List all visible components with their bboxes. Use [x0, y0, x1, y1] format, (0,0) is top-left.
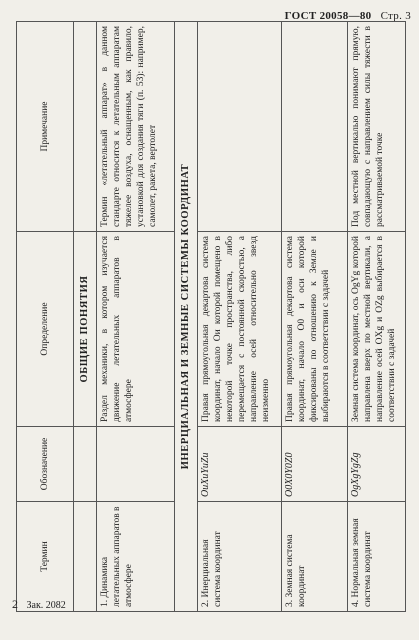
- terms-table: [16, 21, 406, 612]
- section-row: [74, 22, 97, 612]
- section-row: [175, 22, 198, 612]
- page-label: Стр. 3: [380, 10, 411, 22]
- col-header-term: Термин: [17, 502, 74, 612]
- symbol-cell: O0X0Y0Z0: [282, 427, 348, 502]
- table-row: [198, 22, 282, 612]
- col-header-definition: Определение: [17, 232, 74, 427]
- definition-cell: Раздел механики, в котором изучается движение летательных аппаратов в атмосфере: [97, 232, 175, 427]
- note-cell: [198, 22, 282, 232]
- term-cell: 3. Земная система координат: [282, 502, 348, 612]
- term-cell: 1. Динамика летательных аппаратов в атмосфере: [97, 502, 175, 612]
- table-row: [282, 22, 348, 612]
- table-row: [97, 22, 175, 612]
- symbol-cell: OgXgYgZg: [348, 427, 406, 502]
- col-header-note: Примечание: [17, 22, 74, 232]
- page-footer: [12, 597, 66, 612]
- term-cell: 4. Нормальная земная система координат: [348, 502, 406, 612]
- definition-cell: Правая прямоугольная декартова система координат, начало O0 и оси которой фиксированы по отношению к Земле и выбираются в соответствии с задачей: [282, 232, 348, 427]
- definition-cell: Правая прямоугольная декартова система координат, начало Oи которой помещено в некоторой точке пространства, либо перемещается с постоянной скоростью, а направление осей относительно звезд неизменно: [198, 232, 282, 427]
- col-header-symbol: Обозначение: [17, 427, 74, 502]
- section-title-inertial: ИНЕРЦИАЛЬНАЯ И ЗЕМНЫЕ СИСТЕМЫ КООРДИНАТ: [175, 22, 198, 612]
- section-title-general: ОБЩИЕ ПОНЯТИЯ: [74, 232, 97, 427]
- symbol-cell: [97, 427, 175, 502]
- rotated-table-frame: [16, 22, 406, 612]
- terms-table-area: [16, 22, 406, 612]
- definition-cell: Земная система координат, ось OgYg которой направлена вверх по местной вертикали, а направление осей OXg и OZg выбирается в соответствии с задачей: [348, 232, 406, 427]
- order-number: Зак. 2082: [26, 600, 66, 611]
- table-row: [348, 22, 406, 612]
- term-cell: 2. Инерциальная система координат: [198, 502, 282, 612]
- gost-number: ГОСТ 20058—80: [284, 10, 372, 22]
- note-cell: Под местной вертикалью понимают прямую, совпадающую с направлением силы тяжести в рассматриваемой точке: [348, 22, 406, 232]
- table-header-row: [17, 22, 74, 612]
- page-number: 2: [12, 597, 18, 611]
- symbol-cell: OиXиYиZи: [198, 427, 282, 502]
- note-cell: Термин «летательный аппарат» в данном стандарте относится к летательным аппаратам тяжелее воздуха, оснащенным, как правило, установкой для создания тяги (п. 53): например, самолет, ракета, вертолет: [97, 22, 175, 232]
- note-cell: [282, 22, 348, 232]
